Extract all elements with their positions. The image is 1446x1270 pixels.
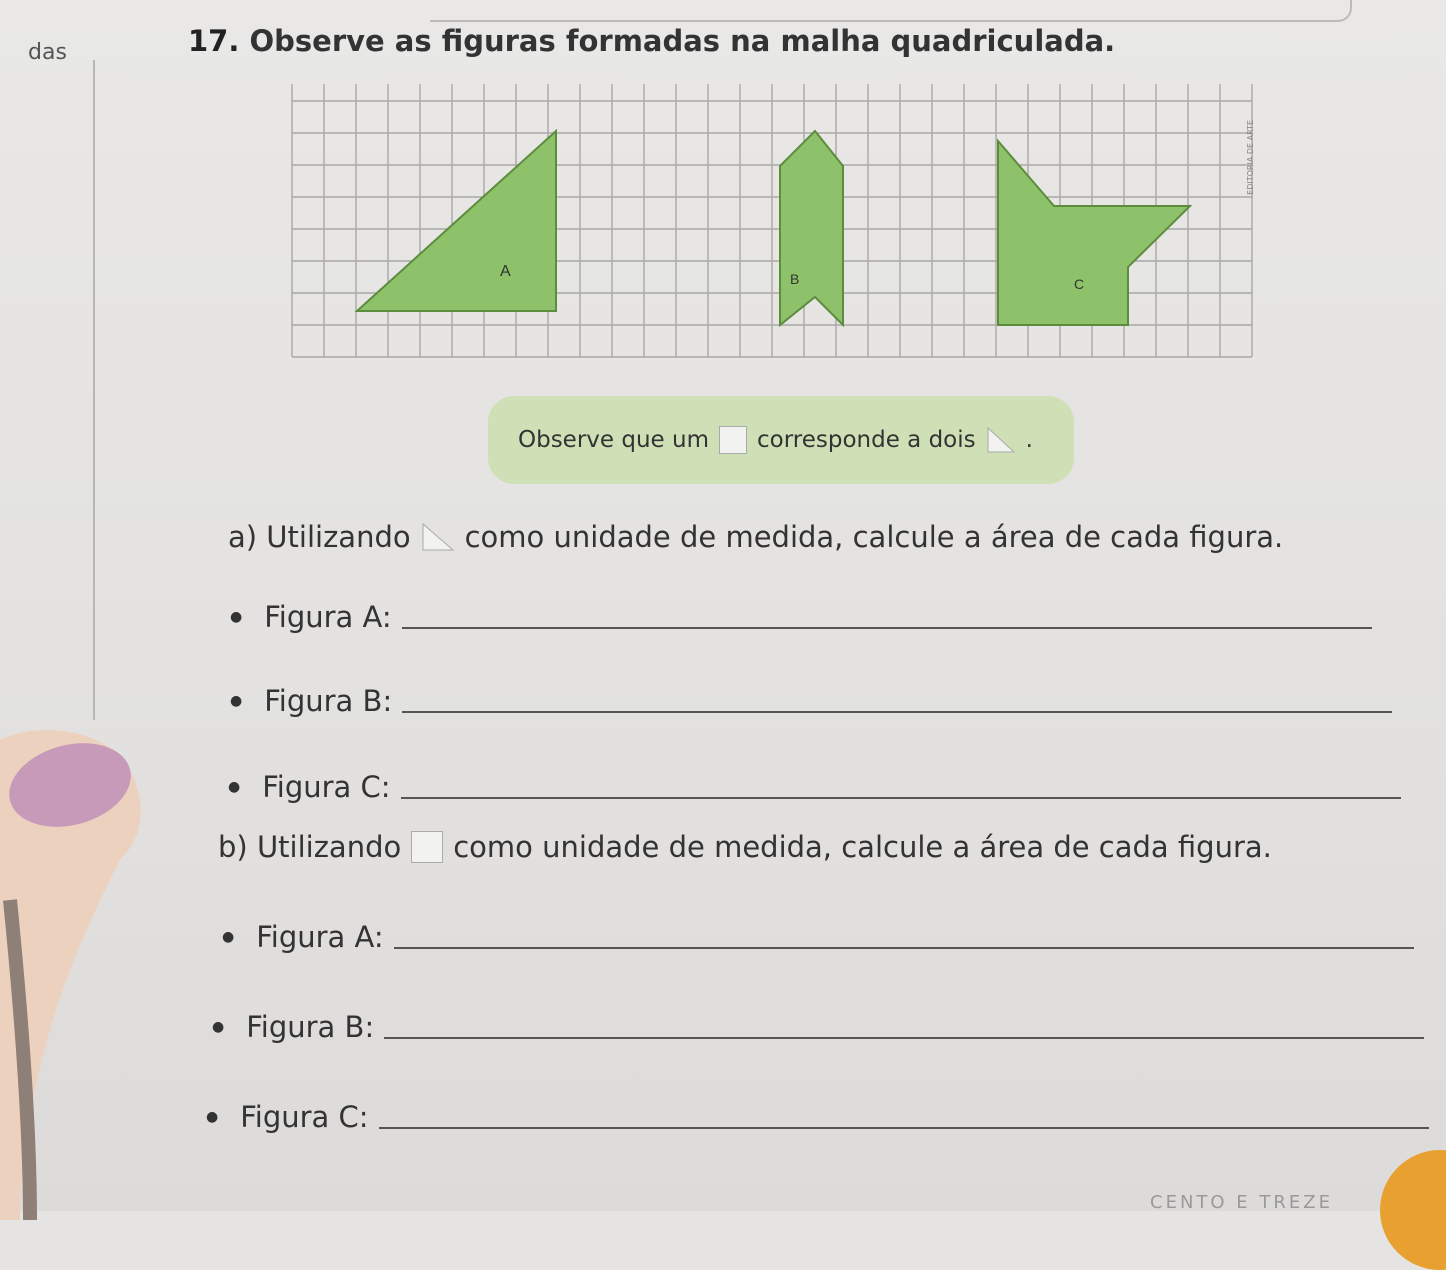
page-footer-text: CENTO E TREZE — [1150, 1192, 1333, 1213]
part-a-item-3-label: Figura C: — [262, 770, 391, 804]
bullet: ● — [222, 929, 235, 945]
part-b-item-3-label: Figura C: — [240, 1100, 369, 1134]
answer-line[interactable] — [402, 605, 1372, 629]
part-a-item-2 — [230, 684, 1392, 718]
part-a-prefix: a) Utilizando — [228, 520, 411, 554]
answer-line[interactable] — [401, 775, 1401, 799]
corner-orange-shape — [1380, 1150, 1446, 1270]
note-part-2: corresponde a dois — [757, 427, 976, 453]
left-margin-fragment: das — [28, 40, 67, 65]
top-page-rule — [430, 0, 1352, 22]
note-box — [488, 396, 1074, 484]
note-end: . — [1025, 427, 1033, 453]
note-part-1: Observe que um — [518, 427, 709, 453]
figure-a-label: A — [500, 263, 511, 280]
square-unit-icon — [719, 426, 747, 454]
left-page-rule — [93, 60, 95, 720]
question-text: Observe as figuras formadas na malha quadriculada. — [249, 24, 1116, 58]
part-b-item-1-label: Figura A: — [256, 920, 384, 954]
part-b-item-2 — [212, 1010, 1424, 1044]
figure-b-arrow — [780, 131, 843, 325]
part-b-prefix: b) Utilizando — [218, 830, 402, 864]
square-grid — [290, 84, 1254, 358]
note-text — [518, 426, 1033, 454]
part-a-item-1-label: Figura A: — [264, 600, 392, 634]
part-a-item-2-label: Figura B: — [264, 684, 393, 718]
illustration-credit: EDITORIA DE ARTE — [1246, 120, 1255, 195]
part-b-suffix: como unidade de medida, calcule a área de cada figura. — [453, 830, 1272, 864]
answer-line[interactable] — [379, 1105, 1429, 1129]
part-b-item-2-label: Figura B: — [246, 1010, 375, 1044]
grid-svg — [290, 84, 1254, 358]
bullet: ● — [206, 1109, 219, 1125]
question-number: 17. — [188, 24, 240, 58]
figure-c-label: C — [1074, 276, 1085, 292]
triangle-unit-icon — [421, 522, 455, 552]
part-a-suffix: como unidade de medida, calcule a área de cada figura. — [464, 520, 1284, 554]
thumb-photo-artifact — [0, 700, 150, 1220]
question-title — [188, 24, 1115, 58]
bullet: ● — [230, 609, 243, 625]
figure-a-triangle — [357, 131, 556, 311]
part-a-item-3 — [228, 770, 1401, 804]
triangle-unit-icon — [986, 426, 1016, 454]
part-a-item-1 — [230, 600, 1372, 634]
square-unit-icon — [411, 831, 443, 863]
figure-b-label: B — [790, 271, 800, 287]
answer-line[interactable] — [384, 1015, 1424, 1039]
part-a-instruction — [228, 520, 1283, 554]
bullet: ● — [212, 1019, 225, 1035]
part-b-item-3 — [206, 1100, 1429, 1134]
answer-line[interactable] — [402, 689, 1392, 713]
part-b-instruction — [218, 830, 1272, 864]
part-b-item-1 — [222, 920, 1414, 954]
figure-c-shape — [998, 141, 1190, 325]
answer-line[interactable] — [394, 925, 1414, 949]
bullet: ● — [228, 779, 241, 795]
bullet: ● — [230, 693, 243, 709]
